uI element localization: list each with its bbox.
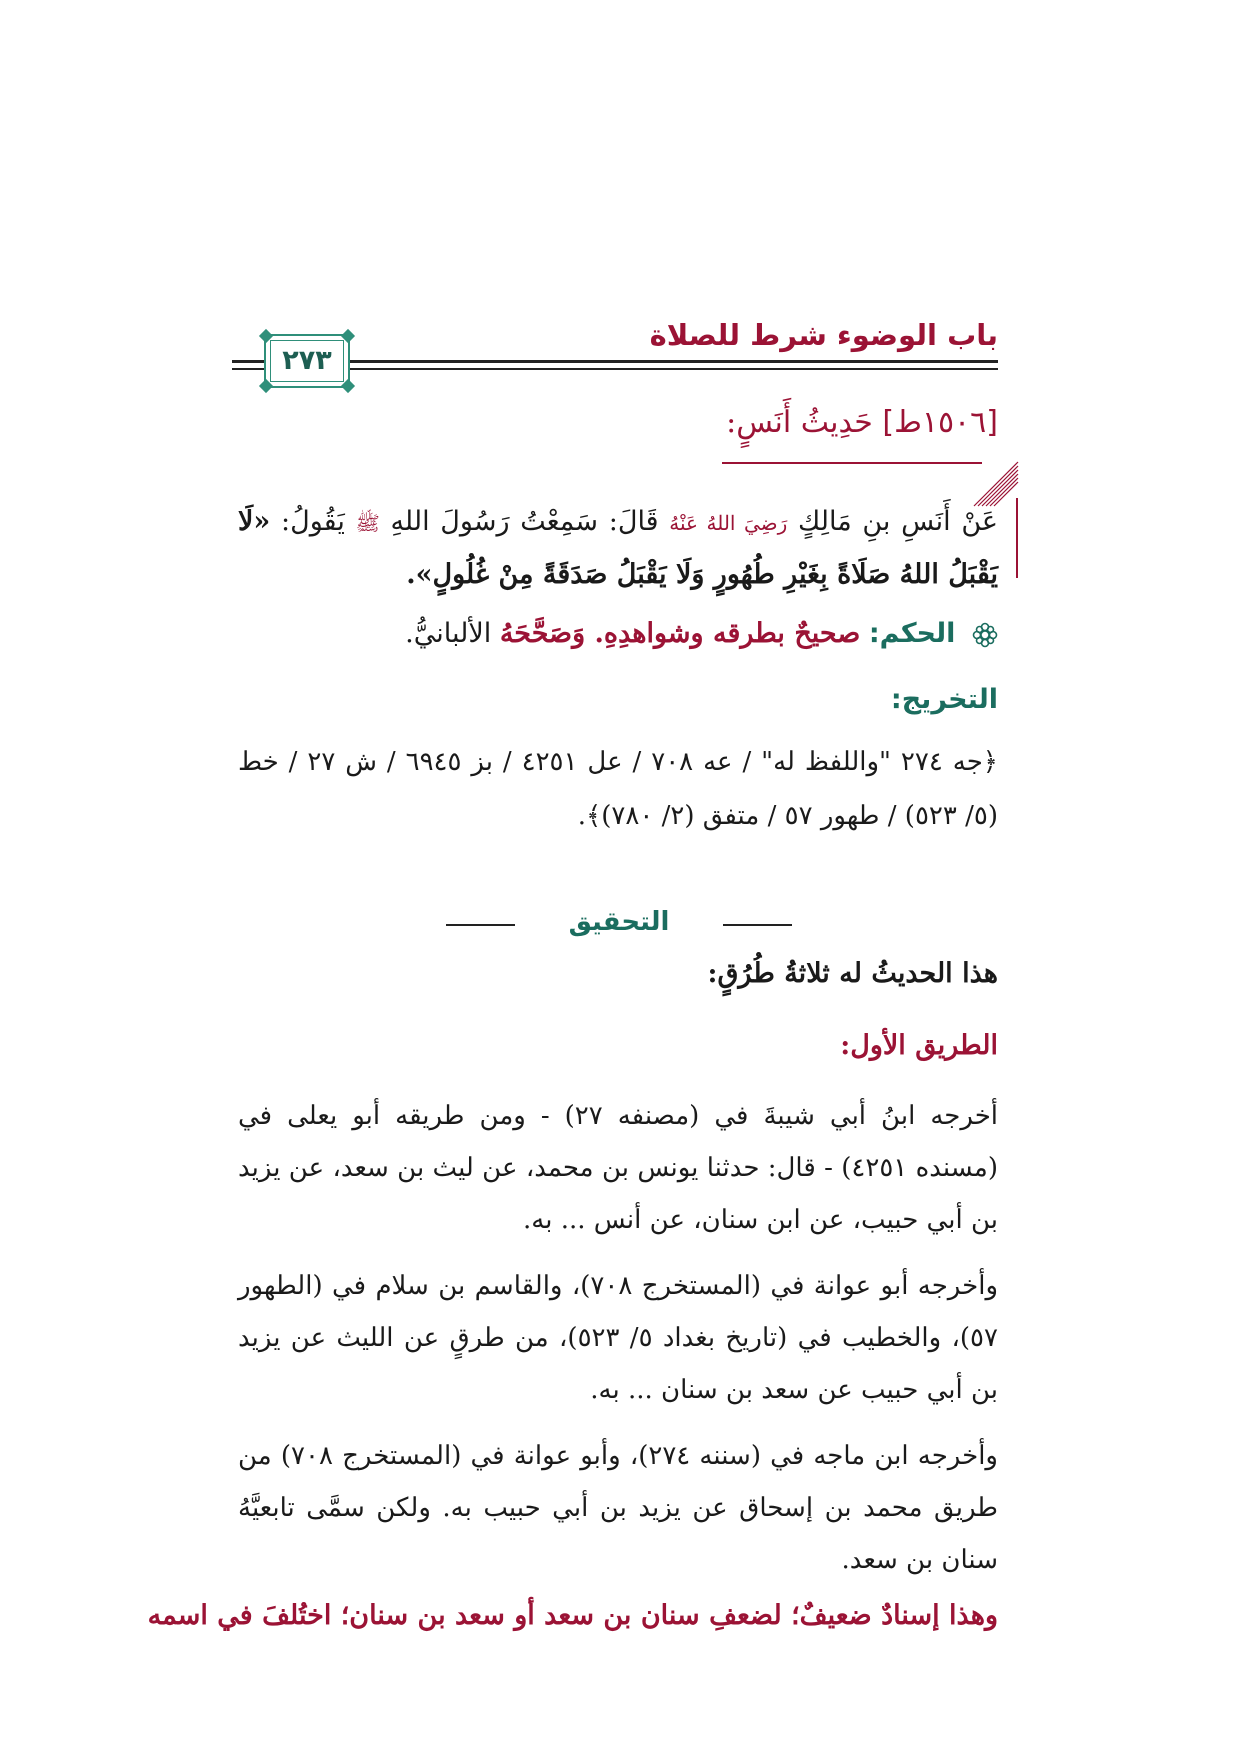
takhrij-text: ﴿جه ٢٧٤ "واللفظ له" / عه ٧٠٨ / عل ٤٢٥١ / بز ٦٩٤٥ / ش ٢٧ / خط (٥/ ٥٢٣) / طهور ٥٧ / متفق (٢/ ٧٨٠)﴾. xyxy=(238,747,999,831)
path-title: الطريق الأول: xyxy=(840,1030,998,1061)
hadith-text xyxy=(238,496,998,601)
badge-corner-ornament xyxy=(259,379,273,393)
divider-title-wrap xyxy=(446,907,792,937)
page-number: ٢٧٣ xyxy=(282,345,332,376)
paragraph-1: أخرجه ابنُ أبي شيبةَ في (مصنفه ٢٧) - ومن طريقه أبو يعلى في (مسنده ٤٢٥١) - قال: حدثنا يونس بن محمد، عن ليث بن سعد، عن يزيد بن أبي حبيب، عن ابن سنان، عن أنس ... به. xyxy=(238,1101,998,1235)
hadith-box xyxy=(238,462,1018,592)
badge-corner-ornament xyxy=(259,329,273,343)
tahqiq-intro: هذا الحديثُ له ثلاثةُ طُرُقٍ: xyxy=(707,958,998,989)
narration-intro: عَنْ أَنَسِ بنِ مَالِكٍ xyxy=(798,506,998,537)
narration-says: يَقُولُ: xyxy=(281,506,345,537)
page-header xyxy=(232,308,998,388)
ruling-text: صحيحٌ بطرقه وشواهدِهِ. وَصَحَّحَهُ xyxy=(499,618,861,649)
ruling-authority: الألبانيُّ. xyxy=(405,618,492,649)
box-side-rule xyxy=(1016,498,1018,578)
page-number-badge xyxy=(264,334,350,388)
box-top-rule xyxy=(722,462,982,464)
chapter-title: باب الوضوء شرط للصلاة xyxy=(649,318,998,352)
hadith-heading xyxy=(726,405,998,440)
hadith-quote: «لَا يَقْبَلُ اللهُ صَلَاةً بِغَيْرِ طُهُورٍ وَلَا يَقْبَلُ صَدَقَةً مِنْ غُلُولٍ». xyxy=(238,506,998,590)
conclusion-text: وهذا إسنادٌ ضعيفٌ؛ لضعفِ سنان بن سعد أو سعد بن سنان؛ اختُلفَ في اسمه xyxy=(147,1600,998,1631)
narration-mid: قَالَ: سَمِعْتُ رَسُولَ اللهِ xyxy=(390,506,659,537)
takhrij-label: التخريج: xyxy=(890,684,998,715)
hadith-number: [١٥٠٦ط] xyxy=(882,405,998,440)
companion-honorific: رَضِيَ اللهُ عَنْهُ xyxy=(669,511,788,535)
ruling-line xyxy=(405,618,998,649)
hadith-title: حَدِيثُ أَنَسٍ: xyxy=(726,405,873,440)
flower-ornament-icon xyxy=(972,622,998,648)
paragraph-3: وأخرجه ابن ماجه في (سننه ٢٧٤)، وأبو عوانة في (المستخرج ٧٠٨) من طريق محمد بن إسحاق عن يزيد بن أبي حبيب به. ولكن سمَّى تابعيَّهُ سنان بن سعد. xyxy=(238,1441,998,1575)
badge-corner-ornament xyxy=(341,379,355,393)
paragraph-2: وأخرجه أبو عوانة في (المستخرج ٧٠٨)، والقاسم بن سلام في (الطهور ٥٧)، والخطيب في (تاريخ بغداد ٥/ ٥٢٣)، من طرقٍ عن الليث عن يزيد بن أبي حبيب عن سعد بن سنان ... به. xyxy=(238,1271,999,1405)
divider-title: التحقيق xyxy=(515,907,724,937)
tahqiq-divider xyxy=(446,905,792,945)
prophet-honorific: ﷺ xyxy=(355,511,380,535)
badge-corner-ornament xyxy=(341,329,355,343)
ruling-label: الحكم: xyxy=(868,618,956,649)
